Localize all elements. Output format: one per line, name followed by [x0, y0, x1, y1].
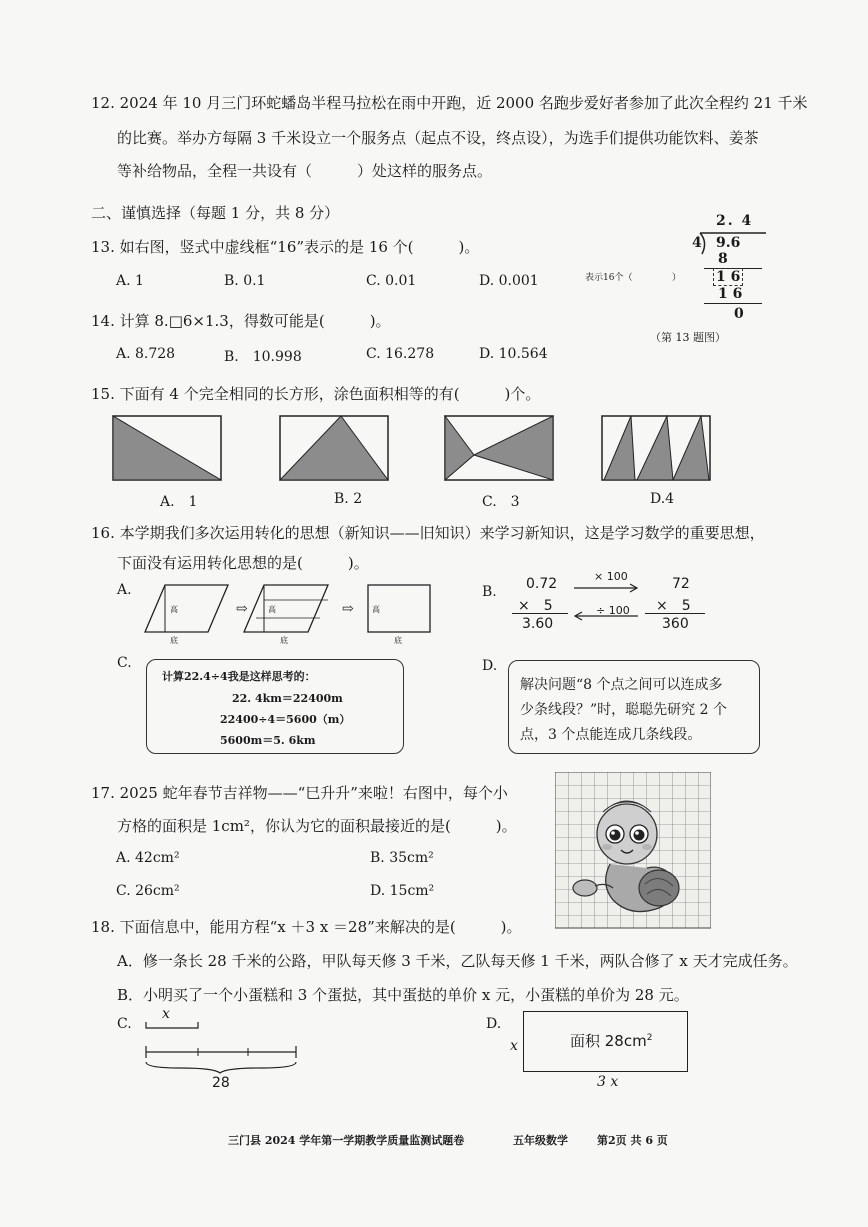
snake-mascot-grid: [555, 772, 711, 932]
figure-caption: （第 13 题图）: [650, 331, 726, 344]
q13-stem: 13. 如右图，竖式中虚线框“16”表示的是 16 个( )。: [91, 238, 480, 256]
q17-line2: 方格的面积是 1cm²，你认为它的面积最接近的是( )。: [117, 817, 517, 835]
b-left-top: 0.72: [526, 576, 558, 592]
q16-label-a: A.: [117, 582, 132, 598]
q15-option-a: A. 1: [160, 494, 198, 510]
division-line-2: [704, 303, 762, 304]
d-area-text: 面积 28cm: [570, 1032, 647, 1050]
b-right-mid: × 5: [656, 598, 691, 614]
q16-label-b: B.: [482, 584, 497, 600]
base-label-1: 底: [170, 636, 178, 645]
q14-option-c: C. 16.278: [366, 346, 435, 362]
q14-option-a: A. 8.728: [116, 346, 176, 362]
q18-label-d: D.: [486, 1016, 502, 1032]
dashed-16: 1 6: [713, 268, 743, 286]
c-box-title: 计算22.4÷4我是这样思考的：: [162, 670, 316, 683]
arrow-2: ⇨: [342, 601, 354, 617]
b-right-top: 72: [672, 576, 690, 592]
b-right-result: 360: [662, 616, 689, 632]
b-left-mid: × 5: [518, 598, 553, 614]
q12-line1: 12. 2024 年 10 月三门环蛇蟠岛半程马拉松在雨中开跑，近 2000 名跑步爱好者参加了此次全程约 21 千米: [91, 94, 808, 112]
quotient: 2. 4: [716, 213, 754, 229]
height-label-1: 高: [170, 605, 178, 614]
q17-option-b: B. 35cm²: [370, 850, 434, 866]
d-box-line3: 点，3 个点能连成几条线段。: [520, 727, 702, 743]
q13-option-b: B. 0.1: [224, 273, 266, 289]
base-label-3: 底: [394, 636, 402, 645]
q15-option-b: B. 2: [334, 491, 363, 507]
rectangle-a: [112, 415, 222, 481]
q13-option-c: C. 0.01: [366, 273, 417, 289]
q13-option-a: A. 1: [116, 273, 144, 289]
step3: 1 6: [718, 286, 743, 302]
q15-stem: 15. 下面有 4 个完全相同的长方形，涂色面积相等的有( )个。: [91, 385, 541, 403]
dividend: 9.6: [716, 235, 741, 251]
d-side-label: x: [510, 1038, 518, 1054]
q16-a-parallelogram-transform: [140, 580, 440, 650]
b-arrow-bottom-label: ÷ 100: [596, 604, 630, 617]
q18-stem: 18. 下面信息中，能用方程“x ＋3 x ＝28”来解决的是( )。: [91, 918, 522, 936]
q15-option-d: D.4: [650, 491, 675, 507]
footer-subject: 五年级数学: [513, 1134, 568, 1147]
q17-line1: 17. 2025 蛇年春节吉祥物——“巳升升”来啦！右图中，每个小: [91, 784, 508, 802]
footer-title: 三门县 2024 学年第一学期教学质量监测试题卷: [228, 1134, 465, 1147]
q15-option-c: C. 3: [482, 494, 520, 510]
rectangle-c: [444, 415, 554, 481]
q12-line2: 的比赛。举办方每隔 3 千米设立一个服务点（起点不设，终点设），为选手们提供功能饮料、姜茶: [117, 129, 759, 147]
rectangle-d: [601, 415, 711, 481]
q18-c-segment-diagram: [140, 1018, 300, 1074]
annotation-left: 表示16个（: [585, 273, 633, 283]
rectangle-b: [279, 415, 389, 481]
q13-option-d: D. 0.001: [479, 273, 539, 289]
step1: 8: [718, 251, 728, 267]
q17-option-c: C. 26cm²: [116, 883, 180, 899]
d-bottom-label: 3 x: [597, 1074, 619, 1090]
c-box-line2: 22400÷4＝5600（m）: [220, 713, 351, 726]
q16-label-c: C.: [117, 655, 132, 671]
q18-label-c: C.: [117, 1016, 132, 1032]
b-right-line: [645, 613, 705, 614]
footer-page: 第2页 共 6 页: [597, 1134, 668, 1147]
d-area-label: [570, 1030, 652, 1051]
q14-option-d: D. 10.564: [479, 346, 548, 362]
d-area-sup: 2: [646, 1033, 653, 1043]
c-x-label: x: [162, 1006, 170, 1022]
height-label-3: 高: [372, 605, 380, 614]
divisor: 4: [692, 235, 702, 251]
c-box-line3: 5600m＝5. 6km: [220, 734, 316, 747]
b-left-line: [512, 613, 568, 614]
d-box-line2: 少条线段？”时，聪聪先研究 2 个: [520, 702, 727, 718]
section-title: 二、谨慎选择（每题 1 分，共 8 分）: [91, 204, 340, 222]
base-label-2: 底: [280, 636, 288, 645]
d-box-line1: 解决问题“8 个点之间可以连成多: [520, 677, 723, 693]
q16-line2: 下面没有运用转化思想的是( )。: [117, 554, 369, 572]
q18-option-a: A．修一条长 28 千米的公路，甲队每天修 3 千米，乙队每天修 1 千米，两队合修了 x 天才完成任务。: [117, 952, 798, 970]
b-left-result: 3.60: [522, 616, 554, 632]
arrow-1: ⇨: [236, 601, 248, 617]
q18-option-b: B．小明买了一个小蛋糕和 3 个蛋挞，其中蛋挞的单价 x 元，小蛋糕的单价为 28 元。: [117, 986, 689, 1004]
q12-line3: 等补给物品，全程一共设有（ ）处这样的服务点。: [117, 162, 493, 180]
c-total-label: 28: [212, 1075, 230, 1091]
q17-option-d: D. 15cm²: [370, 883, 435, 899]
q17-option-a: A. 42cm²: [116, 850, 180, 866]
q16-line1: 16. 本学期我们多次运用转化的思想（新知识——旧知识）来学习新知识，这是学习数学的重要思想，: [91, 524, 765, 542]
remainder: 0: [734, 306, 744, 322]
annotation-right: ）: [672, 273, 682, 283]
height-label-2: 高: [268, 605, 276, 614]
q14-stem: 14. 计算 8.□6×1.3，得数可能是( )。: [91, 312, 391, 330]
q14-option-b: B. 10.998: [224, 349, 302, 365]
c-box-line1: 22. 4km＝22400m: [232, 692, 343, 705]
q16-label-d: D.: [482, 658, 498, 674]
b-arrow-top-label: × 100: [594, 570, 628, 583]
